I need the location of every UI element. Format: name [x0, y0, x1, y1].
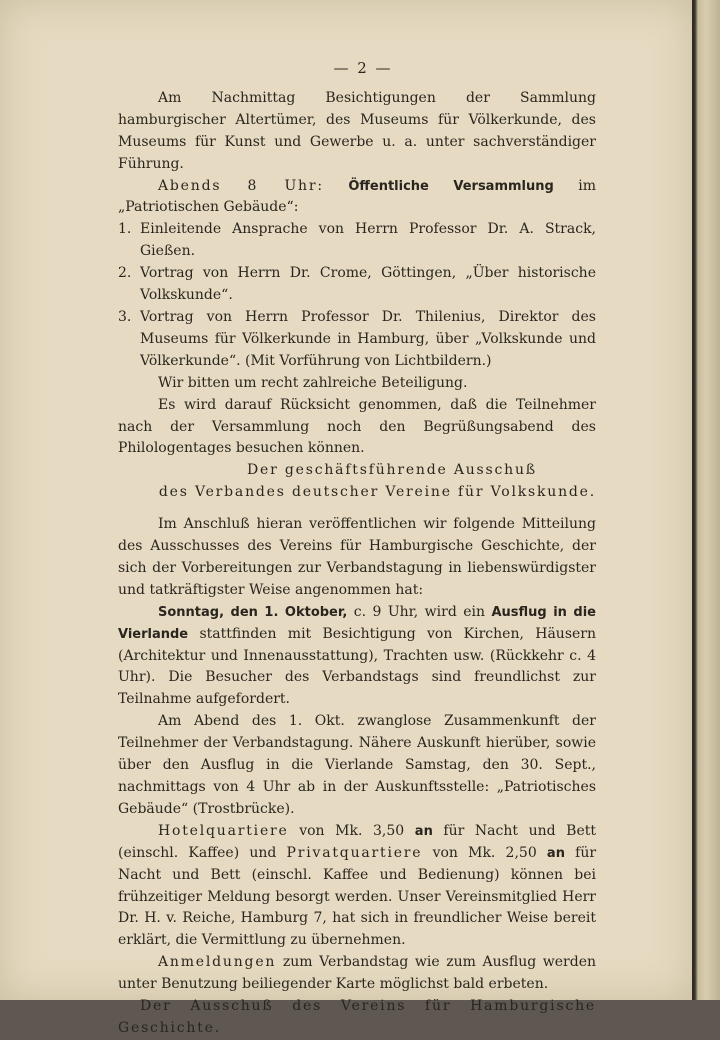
hotel-price-from: an	[414, 823, 433, 839]
signature-committee-line1: Der geschäftsführende Ausschuß	[247, 462, 537, 479]
excursion-details: stattfinden mit Besichtigung von Kirchen, Häusern (Architektur und Innenausstattung), Trachten usw. (Rückkehr c. 4 Uhr). Die Besucher des Verbandstags sind freundlichst zur Teilnahme aufgefordert.	[118, 625, 596, 708]
paragraph-accommodation	[118, 821, 596, 952]
registration-details: zum Verbandstag wie zum Ausflug werden unter Benutzung beiliegender Karte möglichst bald erbeten.	[118, 954, 596, 993]
page-number-wrap	[118, 58, 596, 80]
program-list	[118, 219, 596, 372]
paragraph-participation: Wir bitten um recht zahlreiche Beteiligung.	[158, 374, 468, 391]
program-item-text: Vortrag von Herrn Professor Dr. Thilenius, Direktor des Museums für Völkerkunde in Hamburg, über „Volkskunde und Völkerkunde“. (Mit Vorführung von Lichtbildern.)	[140, 308, 596, 369]
paragraph-welcome-evening: Es wird darauf Rücksicht genommen, daß die Teilnehmer nach der Versammlung noch den Begrüßungsabend des Philologentages besuchen können.	[118, 396, 596, 457]
program-item-number: 1.	[118, 221, 132, 238]
excursion-title: Ausflug in die Vierlande	[118, 604, 596, 642]
program-item-text: Vortrag von Herrn Dr. Crome, Göttingen, „Über historische Volkskunde“.	[140, 265, 596, 304]
meeting-location: im „Patriotischen Gebäude“:	[118, 177, 597, 216]
section-gap	[118, 504, 596, 514]
public-meeting-label: Öffentliche Versammlung	[348, 178, 554, 194]
evening-time: Abends 8 Uhr:	[158, 177, 324, 194]
book-spine	[692, 0, 720, 1000]
signature-committee-line2: des Verbandes deutscher Vereine für Volkskunde.	[158, 484, 596, 501]
paragraph-afternoon-tours: Am Nachmittag Besichtigungen der Sammlung hamburgischer Altertümer, des Museums für Völkerkunde, des Museums für Kunst und Gewerbe u. a. unter sachverständiger Führung.	[118, 89, 596, 172]
paragraph-announcement-intro: Im Anschluß hieran veröffentlichen wir folgende Mitteilung des Ausschusses des Vereins für Hamburgische Geschichte, der sich der Vorbereitungen zur Verbandstagung in liebenswürdigster und tatkräftigster Weise angenommen hat:	[118, 516, 596, 598]
page-number: — 2 —	[333, 59, 393, 77]
program-item-text: Einleitende Ansprache von Herrn Professor Dr. A. Strack, Gießen.	[140, 221, 596, 260]
hotel-details: für Nacht und Bett (einschl. Kaffee) und	[118, 822, 596, 861]
private-price-from: an	[546, 845, 565, 861]
paragraph-gathering: Am Abend des 1. Okt. zwanglose Zusammenkunft der Teilnehmer der Verbandstagung. Nähere Auskunft hierüber, sowie über den Ausflug in die Vierlande Samstag, den 30. Sept., nachmittags von 4 Uhr ab in der Auskunftsstelle: „Patriotisches Gebäude“ (Trostbrücke).	[118, 713, 596, 817]
paragraph-evening-meeting	[118, 176, 596, 220]
signature-hamburg-society: Der Ausschuß des Vereins für Hamburgische Geschichte.	[118, 998, 596, 1036]
hotel-label: Hotelquartiere	[158, 822, 289, 839]
excursion-date: Sonntag, den 1. Oktober,	[158, 604, 348, 620]
program-item	[118, 263, 596, 307]
program-item-number: 2.	[118, 265, 132, 282]
hotel-price: von Mk. 3,50	[299, 822, 405, 839]
registration-label: Anmeldungen	[158, 954, 277, 971]
page-text	[118, 58, 596, 1040]
private-label: Privatquartiere	[286, 844, 423, 861]
excursion-time: c. 9 Uhr, wird ein	[353, 603, 485, 620]
program-item-number: 3.	[118, 308, 132, 325]
private-price: von Mk. 2,50	[432, 844, 537, 861]
paragraph-registration	[118, 952, 596, 996]
private-details: für Nacht und Bett (einschl. Kaffee und Bedienung) können bei frühzeitiger Meldung besorgt werden. Unser Vereinsmitglied Herr Dr. H. v. Reiche, Hamburg 7, hat sich in freundlicher Weise bereit erklärt, die Vermittlung zu übernehmen.	[118, 844, 597, 949]
program-item	[118, 307, 596, 373]
paragraph-excursion	[118, 602, 596, 712]
program-item	[118, 219, 596, 263]
